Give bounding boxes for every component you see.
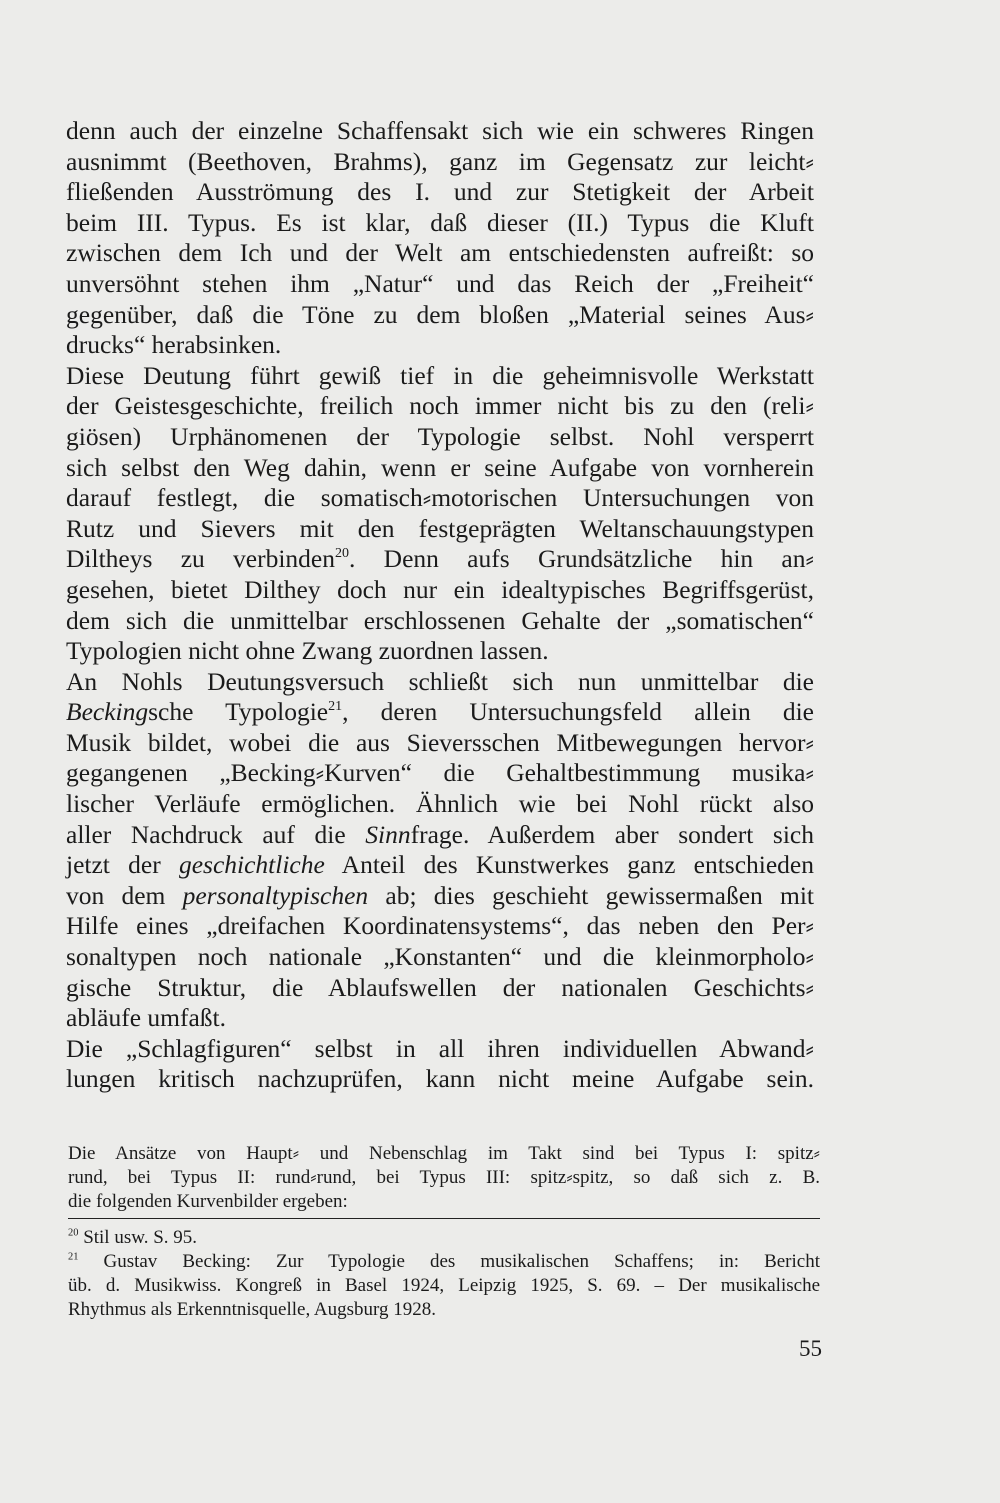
text-line: zwischen dem Ich und der Welt am entschiedensten aufreißt: so <box>66 238 814 268</box>
footnote-divider <box>68 1218 820 1219</box>
text-line: gegangenen „Becking⸗Kurven“ die Gehaltbestimmung musika⸗ <box>66 758 814 788</box>
text-segment: frage. Außerdem aber sondert sich <box>410 819 814 849</box>
small-text-line: die folgenden Kurvenbilder ergeben: <box>68 1191 348 1212</box>
text-line: sich selbst den Weg dahin, wenn er seine Aufgabe von vornherein <box>66 452 814 482</box>
footnote-20 <box>68 1226 820 1250</box>
text-line <box>66 544 814 575</box>
footnote-text: Stil usw. S. 95. <box>78 1227 198 1248</box>
footnote-text: Gustav Becking: Zur Typologie des musikalischen Schaffens; in: Bericht <box>78 1251 820 1272</box>
italic-term: geschichtliche <box>178 850 325 880</box>
text-line <box>66 697 814 728</box>
italic-term: Sinn <box>365 819 411 849</box>
page-number: 55 <box>799 1336 822 1361</box>
text-line: denn auch der einzelne Schaffensakt sich wie ein schweres Ringen <box>66 116 814 145</box>
small-text-line: Die Ansätze von Haupt⸗ und Nebenschlag im Takt sind bei Typus I: spitz⸗ <box>68 1143 820 1164</box>
text-line: lungen kritisch nachzuprüfen, kann nicht meine Aufgabe sein. <box>66 1064 814 1094</box>
footnote-mark: 20 <box>68 1227 79 1239</box>
footnote-reference[interactable]: 21 <box>328 699 343 715</box>
text-line: An Nohls Deutungsversuch schließt sich nun unmittelbar die <box>66 666 814 696</box>
small-print-note <box>68 1142 820 1214</box>
text-line: fließenden Ausströmung des I. und zur Stetigkeit der Arbeit <box>66 177 814 207</box>
text-line: beim III. Typus. Es ist klar, daß dieser (II.) Typus die Kluft <box>66 207 814 237</box>
text-segment: Anteil des Kunstwerkes ganz entschieden <box>324 850 815 880</box>
text-line: gische Struktur, die Ablaufswellen der nationalen Geschichts⸗ <box>66 972 814 1002</box>
text-line: gegenüber, daß die Töne zu dem bloßen „Material seines Aus⸗ <box>66 299 814 329</box>
text-line: darauf festlegt, die somatisch⸗motorischen Untersuchungen von <box>66 483 814 513</box>
text-segment: , deren Untersuchungsfeld allein die <box>342 697 814 727</box>
text-line: abläufe umfaßt. <box>66 1003 227 1033</box>
text-line: dem sich die unmittelbar erschlossenen Gehalte der „somatischen“ <box>66 605 814 635</box>
text-line: Hilfe eines „dreifachen Koordinatensystems“, das neben den Per⸗ <box>66 911 814 941</box>
text-line: Typologien nicht ohne Zwang zuordnen lassen. <box>66 636 549 666</box>
text-line: Rutz und Sievers mit den festgeprägten Weltanschauungstypen <box>66 513 814 543</box>
text-line: giösen) Urphänomenen der Typologie selbst. Nohl versperrt <box>66 421 814 451</box>
text-segment: . Denn aufs Grundsätzliche hin an⸗ <box>349 544 814 574</box>
text-line: drucks“ herabsinken. <box>66 330 282 360</box>
small-text-line: rund, bei Typus II: rund⸗rund, bei Typus III: spitz⸗spitz, so daß sich z. B. <box>68 1167 820 1188</box>
footnote-mark: 21 <box>68 1251 79 1263</box>
text-line <box>66 881 814 912</box>
main-text <box>66 116 814 1095</box>
text-line: lischer Verläufe ermöglichen. Ähnlich wie bei Nohl rückt also <box>66 789 814 819</box>
text-segment: ab; dies geschieht gewissermaßen mit <box>368 880 815 910</box>
text-line: Die „Schlagfiguren“ selbst in all ihren individuellen Abwand⸗ <box>66 1033 814 1063</box>
italic-term: personaltypischen <box>182 880 369 910</box>
text-line <box>66 850 814 881</box>
text-line: der Geistesgeschichte, freilich noch immer nicht bis zu den (reli⸗ <box>66 391 814 421</box>
text-line: ausnimmt (Beethoven, Brahms), ganz im Gegensatz zur leicht⸗ <box>66 146 814 176</box>
text-segment: jetzt der <box>66 850 179 880</box>
text-segment: sche Typologie <box>148 697 329 727</box>
text-segment: Diltheys zu verbinden <box>66 544 335 574</box>
footnote-text-line: Rhythmus als Erkenntnisquelle, Augsburg 1928. <box>68 1299 437 1320</box>
footnotes <box>68 1226 820 1322</box>
italic-term: Becking <box>66 697 149 727</box>
text-segment: von dem <box>66 880 183 910</box>
text-segment: aller Nachdruck auf die <box>66 819 366 849</box>
footnote-21 <box>68 1250 820 1274</box>
footnote-text-line: üb. d. Musikwiss. Kongreß in Basel 1924, Leipzig 1925, S. 69. – Der musikalische <box>68 1275 820 1296</box>
text-line: Diese Deutung führt gewiß tief in die geheimnisvolle Werkstatt <box>66 360 814 390</box>
text-line <box>66 820 814 851</box>
text-line: gesehen, bietet Dilthey doch nur ein idealtypisches Begriffsgerüst, <box>66 574 814 604</box>
text-line: Musik bildet, wobei die aus Sieversschen Mitbewegungen hervor⸗ <box>66 727 814 757</box>
text-line: sonaltypen noch nationale „Konstanten“ und die kleinmorpholo⸗ <box>66 942 814 972</box>
text-line: unversöhnt stehen ihm „Natur“ und das Reich der „Freiheit“ <box>66 268 814 298</box>
footnote-reference[interactable]: 20 <box>335 546 350 562</box>
